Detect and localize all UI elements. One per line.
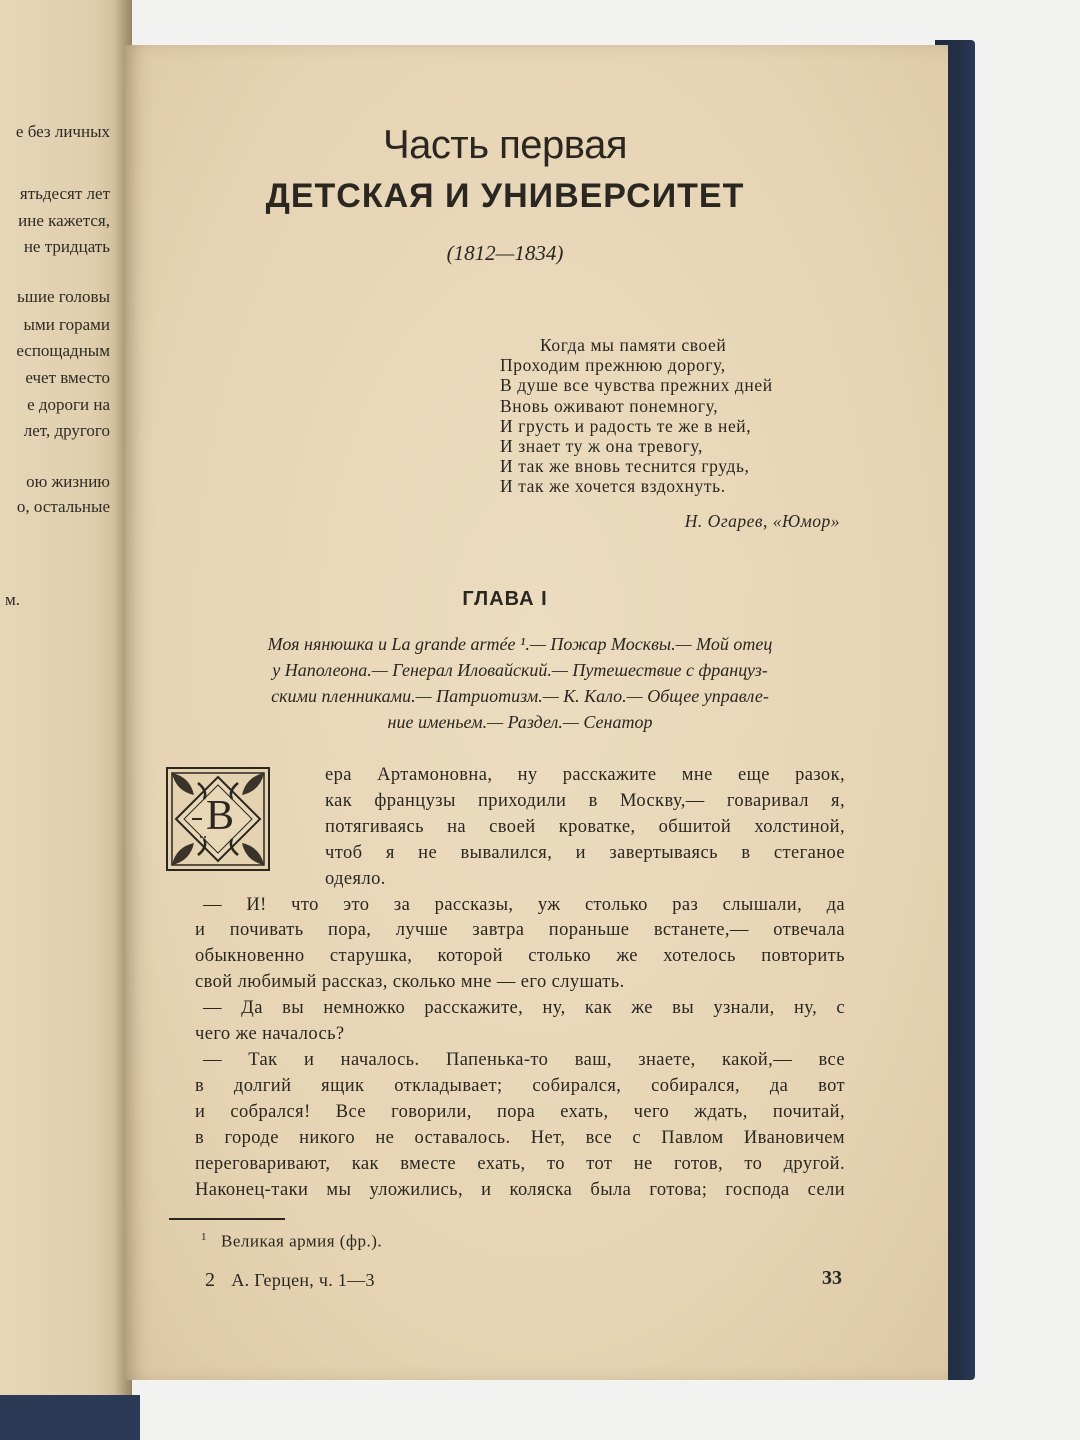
- body-line: потягиваясь на своей кроватке, обшитой холстиной,: [325, 816, 845, 837]
- left-page-line: ою жизнию: [26, 472, 110, 491]
- left-page-line: лет, другого: [23, 421, 110, 440]
- left-page-line: е дороги на: [27, 395, 110, 414]
- body-line: — Так и началось. Папенька-то ваш, знаете, какой,— все: [203, 1049, 845, 1070]
- chapter-summary: [195, 631, 845, 735]
- part-title: Часть первая: [382, 123, 628, 167]
- body-line: Наконец-таки мы уложились, и коляска была готова; господа сели: [195, 1179, 845, 1200]
- epigraph-line: И грусть и радость те же в ней,: [500, 415, 752, 436]
- footnote-mark: 1: [201, 1231, 207, 1243]
- left-page-line: еспощадным: [16, 341, 110, 360]
- left-page: [0, 0, 132, 1405]
- epigraph: [500, 335, 845, 497]
- body-line: свой любимый рассказ, сколько мне — его слушать.: [195, 972, 625, 993]
- book-page: [125, 45, 948, 1380]
- summary-line: скими пленниками.— Патриотизм.— К. Кало.— Общее управле-: [271, 686, 769, 706]
- body-line: — И! что это за рассказы, уж столько раз слышали, да: [203, 894, 845, 915]
- epigraph-attribution: Н. Огарев, «Юмор»: [684, 511, 840, 531]
- signature-number: 2: [205, 1269, 216, 1291]
- epigraph-line: Проходим прежнюю дорогу,: [500, 355, 726, 376]
- left-page-line: не тридцать: [23, 237, 110, 256]
- years: (1812—1834): [446, 241, 564, 265]
- epigraph-line: И так же хочется вздохнуть.: [500, 476, 726, 497]
- summary-line: у Наполеона.— Генерал Иловайский.— Путешествие с француз-: [272, 660, 768, 680]
- left-page-line: ыми горами: [23, 315, 110, 334]
- left-page-line: ьшие головы: [17, 287, 110, 306]
- body-line: в городе никого не оставалось. Нет, все с Павлом Ивановичем: [195, 1127, 845, 1148]
- body-line: и почивать пора, лучше завтра пораньше встанете,— отвечала: [195, 920, 845, 941]
- summary-line: ние именьем.— Раздел.— Сенатор: [387, 712, 653, 732]
- chapter-body: [195, 763, 845, 1203]
- epigraph-line: Когда мы памяти своей: [540, 335, 727, 355]
- summary-line: Моя нянюшка и La grande armée ¹.— Пожар Москвы.— Мой отец: [267, 634, 773, 654]
- left-page-line: ине кажется,: [18, 211, 110, 230]
- body-line: чего же началось?: [195, 1024, 345, 1045]
- epigraph-line: В душе все чувства прежних дней: [500, 375, 773, 396]
- body-line: обыкновенно старушка, которой столько же хотелось повторить: [195, 946, 845, 967]
- printer-signature: [205, 1269, 375, 1292]
- body-line: ера Артамоновна, ну расскажите мне еще разок,: [325, 765, 845, 785]
- body-line: и собрался! Все говорили, пора ехать, чего ждать, почитай,: [195, 1101, 845, 1122]
- body-line: переговаривают, как вместе ехать, то тот не готов, то другой.: [195, 1153, 845, 1174]
- body-line: в долгий ящик откладывает; собирался, собирался, да вот: [195, 1075, 845, 1096]
- epigraph-line: И знает ту ж она тревогу,: [500, 436, 703, 457]
- left-page-line: ятьдесят лет: [19, 184, 110, 203]
- epigraph-line: Вновь оживают понемногу,: [500, 395, 719, 416]
- epigraph-line: И так же вновь теснится грудь,: [500, 456, 750, 477]
- body-line: одеяло.: [325, 868, 386, 889]
- main-title: ДЕТСКАЯ И УНИВЕРСИТЕТ: [265, 177, 745, 215]
- footnote-rule: [169, 1218, 285, 1220]
- body-line: как французы приходили в Москву,— говаривал я,: [325, 790, 845, 811]
- footnote: [201, 1231, 382, 1252]
- body-line: — Да вы немножко расскажите, ну, как же вы узнали, ну, с: [203, 998, 845, 1019]
- chapter-title: ГЛАВА I: [462, 588, 548, 610]
- page-number: 33: [822, 1267, 842, 1289]
- drop-cap-letter: В: [206, 793, 235, 839]
- left-page-line: е без личных: [15, 122, 110, 141]
- body-line: чтоб я не вывалился, и завертываясь в стеганое: [325, 842, 845, 863]
- left-page-line: о, остальные: [16, 497, 110, 516]
- left-page-line: м.: [4, 590, 20, 609]
- footnote-text: Великая армия (фр.).: [221, 1231, 383, 1251]
- book-cover-bottom: [0, 1395, 140, 1440]
- signature-text: А. Герцен, ч. 1—3: [231, 1270, 375, 1290]
- left-page-line: ечет вместо: [25, 368, 110, 387]
